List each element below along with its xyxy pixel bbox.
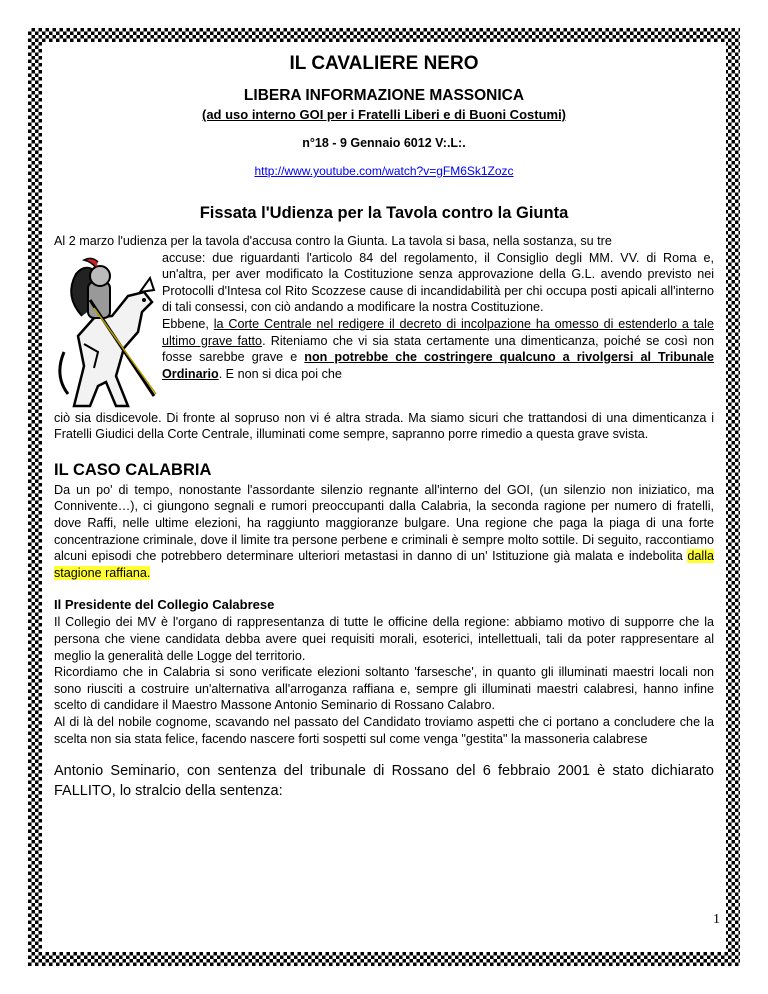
collegio-paragraph-1: Il Collegio dei MV è l'organo di rappresentanza di tutte le officine della regione: abbiamo motivo di supporre che la persona che viene candidata debba avere quei requisiti morali, esoterici, intellettuali, tali da poter rappresentare al meglio la generalità delle Logge del territorio.: [54, 615, 714, 663]
p2-bold-underlined: non potrebbe che costringere qualcuno a rivolgersi al Tribunale Ordinario: [162, 350, 714, 381]
p2-text-a: Ebbene,: [162, 316, 214, 331]
p2-text-b: . Riteniamo che vi sia stata certamente una dimenticanza, poiché se così non fosse sarebbe grave e: [162, 333, 714, 365]
highlighted-text: dalla stagione raffiana.: [54, 549, 714, 580]
closing-paragraph: Antonio Seminario, con sentenza del tribunale di Rossano del 6 febbraio 2001 è stato dichiarato FALLITO, lo stralcio della sentenza:: [54, 763, 714, 800]
calabria-paragraph: [54, 482, 714, 582]
masthead: [54, 53, 714, 223]
p2-underlined: la Corte Centrale nel redigere il decreto di incolpazione ha omesso di estenderlo a tale ultimo grave fatto: [162, 316, 714, 348]
issue-line: n°18 - 9 Gennaio 6012 V:.L:.: [302, 136, 466, 150]
youtube-link[interactable]: http://www.youtube.com/watch?v=gFM6Sk1Zozc: [254, 164, 514, 178]
article-first-line: Al 2 marzo l'udienza per la tavola d'accusa contro la Giunta. La tavola si basa, nella sostanza, su tre: [54, 234, 612, 248]
calabria-text: Da un po' di tempo, nonostante l'assordante silenzio regnante all'interno del GOI, (un silenzio non iniziatico, ma Connivente…), ci giungono segnali e rumori preoccupanti dalla Calabria, la seconda ragione per numero di fratelli, dove Raffi, nelle ultime elezioni, ha raggiunto maggioranze bulgare. Una regione che paga la piaga di una forte concentrazione criminale, dove il limite tra persone perbene e criminali è sempre molto sottile. Di seguito, raccontiamo alcuni episodi che potrebbero determinare ulteriori metastasi in danno di un' Istituzione già malata e indebolita: [54, 482, 714, 564]
newsletter-title: IL CAVALIERE NERO: [289, 53, 479, 74]
collegio-paragraph-3: Al di là del nobile cognome, scavando nel passato del Candidato troviamo aspetti che ci portano a concludere che la scelta non sia stata felice, facendo nascere forti sospetti sul come venga "gestita" la massoneria calabrese: [54, 714, 714, 746]
newsletter-subtitle: LIBERA INFORMAZIONE MASSONICA: [243, 87, 525, 104]
article-paragraph-tail: ciò sia disdicevole. Di fronte al sopruso non vi é altra strada. Ma siamo sicuri che trattandosi di una dimenticanza i Fratelli Giudici della Corte Centrale, illuminati come sempre, sapranno porre rimedio a questa grave svista.: [54, 410, 714, 442]
black-knight-icon: [54, 256, 158, 410]
newsletter-audience: (ad uso interno GOI per i Fratelli Liberi e di Buoni Costumi): [201, 107, 567, 122]
document-content: [54, 48, 714, 801]
section-title-collegio: Il Presidente del Collegio Calabrese: [54, 597, 275, 613]
article-body: [54, 233, 714, 443]
page-number: 1: [713, 912, 720, 927]
article-paragraph-1: accuse: due riguardanti l'articolo 84 del regolamento, il Consiglio degli MM. VV. di Roma e, un'altra, per aver modificato la Costituzione senza approvazione della G.L. avendo previsto nei Protocolli d'Intesa col Rito Scozzese cause di incandidabilità per chi occupa posti apicali all'interno di tali consessi, con ciò andando a modificare la nostra Costituzione.: [162, 250, 714, 315]
p2-text-c: . E non si dica poi che: [218, 366, 342, 381]
collegio-paragraph-2: Ricordiamo che in Calabria si sono verificate elezioni soltanto 'farsesche', in quanto gli illuminati maestri locali non sono riusciti a costruire un'alternativa all'arroganza raffiana e, sempre gli illuminati maestri calabresi, hanno infine scelto di candidare il Maestro Massone Antonio Seminario di Rossano Calabro.: [54, 665, 714, 713]
article-title: Fissata l'Udienza per la Tavola contro la Giunta: [199, 204, 569, 222]
section-title-calabria: IL CASO CALABRIA: [54, 460, 212, 479]
